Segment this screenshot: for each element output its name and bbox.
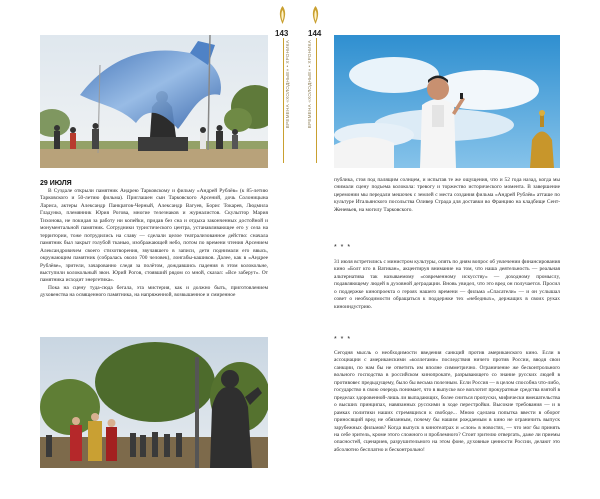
page-number: 144	[308, 29, 322, 38]
right-page	[304, 0, 600, 499]
page-number: 143	[275, 29, 289, 38]
paragraph: Пока на сцену туда-сюда бегала, эта мистерия, как и должно быть, приготовлением духовенства на освященного памятника, на напряженной, возвышенное и смиренное	[40, 284, 268, 299]
continuation-text: публика, стоя под палящим солнцем, и испытав те же ощущения, что и 52 года назад, когда мы снимали сцену подъема колокола: тревогу и торжество исторического момента. В завершение церемонии мы передали мешочек с землей с места создания фильма «Андрей Рублёв» атташе по культуре Итальянского посольства Оливер Страда для доставки во Францию на кладбище Сент-Женевьев, на могилу Тарковского.	[334, 177, 560, 213]
left-page	[0, 0, 296, 499]
gold-rule	[283, 38, 284, 163]
paragraph: В Суздале открыли памятник Андрею Тарковскому и фильму «Андрей Рублёв» (к 85-летию Тарковского и 50-летию фильма). Приглашен сын Тарковского Арсений, дочь Солоницына Лариса, актеры Александр Панкратов-Черный, Александр Вагуев, Борис Токарев, Людмила Гладунко, племянник Юрия Рогова, многие телезнаков и журналистов. Скульптор Мария Тихонова, не покидая за работу ни копейки, придав без сна и отдыха законченных достойной и монументальной памятник. Сотрудники туристического центра, устанавливающее его у села на территории, тоже потрудились на славу — сделали целое театрализованное действо: сначала памятник был закрыт голубой тканью, изображающей небо, потом по времени чтения Арсением Александровичем своего стихотворения, звучавшего в записи, дети поднимали его ввысь, окружающим памятник (собралась около 700 человек), лонгабы-кашиков. Далее, как в «Андрее Рублёве», зрители, зачарованно следя за полётом, дождавшись падения в этом колокольне, выступили колокольный звон. Юрий Рогов, стоявший рядом со мной, сказал: «Все заберут». От памятника исходит энергетика».	[40, 188, 268, 284]
emblem-icon	[278, 6, 287, 24]
section-sanctions: Сегодня мысль о необходимости введения санкций против американского кино. Если в ассоциации с американскими «коллегами» последствия ничего против России, вводя свои санкции, по нам бы не ответить им вполне симметрично. Ограничение же бесконтрольного вольного господства в российском кинопрокате, разрывающего со знание русских людей в противовес предыдущему, было бы весьма полезным. Если Россия — в целом способна что-либо, государство в свою очередь понимает, что в выпуске все воплотит прокуратные средства взятой в пределах здоровенной-лишь ли выпадающих, более сниться пропуски, мифически вмешательства о высших принципах, навязанных русскими в ходе перестройки. Высокие требования — и в рамках политики наших стремящихся к свободе... Мною сделана попытка ввести в оборот приносящий вред не обязанным, почему бы нашим рождаемым в кино не ограничить выпуск зарубежных фильмов? Когда выпуск в кинотеатрах и «слон» в новостях, — что мог бы принять на себе зритель, кроме этого сложного и проблемного? Стоит зрителю отвергать, даже ли приемы опасностей, сценариев, разрушительного на этом фоне, духовные ценности России, делают это абсолютно бесплатно и бесконтрольно!	[334, 350, 560, 453]
photo-consecration	[40, 337, 268, 468]
photo-monument-unveiling	[40, 35, 268, 168]
gold-rule	[316, 38, 317, 163]
section-ministry-meeting: 31 июля встретились с министром культуры, опять по дням вопрос об увлечении финансирования кино «Болт кто в Ватикан», акцентируя внимание на том, что наша деятельность — реальная альтернатива так называемому «современному искусству» — доходному промыслу, подавляющему людей в духовной деградации. Вновь увидел, что это вред он получается. Просил о поддержке кинопроекта о героях нашего времени — фильма «Спасатели» — и он услышал совет о необходимости обращаться к поддержке тех «небедных», держащих в своих руках киноиндустрию.	[334, 259, 560, 310]
emblem-icon	[311, 6, 320, 24]
photo-speaker	[334, 35, 560, 168]
side-caption: ВРЕМЕНА «ХОЛОДНЫЕ» • ХРОНИКА	[285, 40, 290, 129]
date-heading: 29 ИЮЛЯ	[40, 180, 72, 187]
side-caption: ВРЕМЕНА «ХОЛОДНЫЕ» • ХРОНИКА	[307, 40, 312, 129]
left-body-text	[40, 188, 268, 318]
section-separator: * * *	[334, 336, 352, 343]
section-separator: * * *	[334, 244, 352, 251]
gutter	[296, 0, 304, 499]
